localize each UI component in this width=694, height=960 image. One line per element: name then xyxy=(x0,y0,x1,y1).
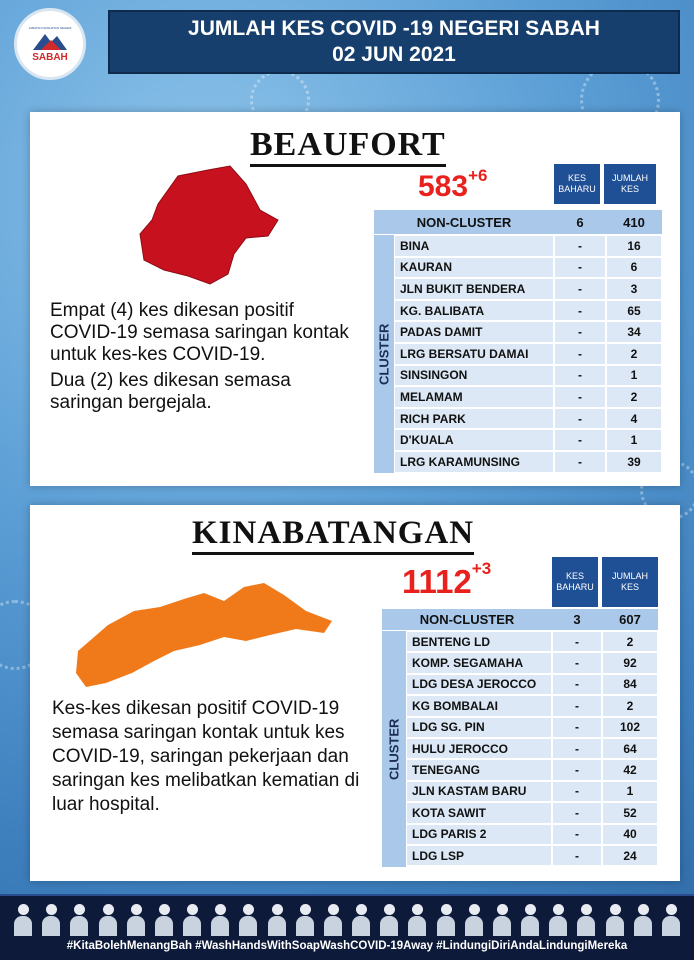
new-count: +3 xyxy=(471,559,492,578)
cluster-new: - xyxy=(554,300,606,322)
cluster-total: 6 xyxy=(606,257,662,279)
cluster-name: KOTA SAWIT xyxy=(406,802,552,823)
table-row xyxy=(406,717,658,738)
cluster-name: LDG DESA JEROCCO xyxy=(406,674,552,695)
title-bar xyxy=(108,10,680,74)
person-icon xyxy=(324,904,342,936)
person-icon xyxy=(127,904,145,936)
cluster-new: - xyxy=(554,343,606,365)
cluster-total: 84 xyxy=(602,674,658,695)
table-row xyxy=(406,824,658,845)
cluster-total: 39 xyxy=(606,451,662,473)
cluster-new: - xyxy=(554,257,606,279)
cluster-name: JLN BUKIT BENDERA xyxy=(394,278,554,300)
col-header-new: KES BAHARU xyxy=(554,164,600,204)
cluster-name: RICH PARK xyxy=(394,408,554,430)
non-cluster-new: 6 xyxy=(576,214,584,230)
cluster-new: - xyxy=(554,235,606,257)
description-line: Dua (2) kes dikesan semasa saringan bergejala. xyxy=(50,370,291,413)
cluster-total: 3 xyxy=(606,278,662,300)
kinabatangan-total xyxy=(402,559,492,601)
cluster-total: 64 xyxy=(602,738,658,759)
person-icon xyxy=(70,904,88,936)
table-row xyxy=(406,802,658,823)
cluster-new: - xyxy=(552,695,602,716)
cluster-new: - xyxy=(554,451,606,473)
cluster-name: HULU JEROCCO xyxy=(406,738,552,759)
cluster-total: 40 xyxy=(602,824,658,845)
cluster-new: - xyxy=(552,652,602,673)
description-line: Kes-kes dikesan positif COVID-19 semasa saringan kontak untuk kes COVID-19, saringan pekerjaan dan saringan kes melibatkan kematian di luar hospital. xyxy=(52,698,360,815)
total-count: 583 xyxy=(418,170,469,203)
non-cluster-row xyxy=(374,210,662,234)
table-row xyxy=(406,738,658,759)
description-line: Empat (4) kes dikesan positif COVID-19 semasa saringan kontak untuk kes-kes COVID-19. xyxy=(50,300,349,365)
footer-banner xyxy=(0,894,694,960)
logo-name: SABAH xyxy=(32,51,68,63)
cluster-name: LDG PARIS 2 xyxy=(406,824,552,845)
cluster-total: 1 xyxy=(606,429,662,451)
cluster-new: - xyxy=(552,738,602,759)
district-title: BEAUFORT xyxy=(250,126,446,167)
cluster-total: 16 xyxy=(606,235,662,257)
non-cluster-label: NON-CLUSTER xyxy=(416,214,512,230)
non-cluster-new: 3 xyxy=(573,612,581,627)
person-icon xyxy=(239,904,257,936)
cluster-new: - xyxy=(552,824,602,845)
cluster-total: 102 xyxy=(602,717,658,738)
cluster-name: MELAMAM xyxy=(394,386,554,408)
table-row xyxy=(406,652,658,673)
non-cluster-total: 607 xyxy=(619,612,641,627)
district-title: KINABATANGAN xyxy=(192,515,474,555)
page-title: JUMLAH KES COVID -19 NEGERI SABAH xyxy=(188,17,600,40)
cluster-total: 4 xyxy=(606,408,662,430)
person-icon xyxy=(437,904,455,936)
beaufort-total xyxy=(418,166,488,204)
table-row xyxy=(406,759,658,780)
cluster-name: LRG KARAMUNSING xyxy=(394,451,554,473)
cluster-new: - xyxy=(554,386,606,408)
col-header-total: JUMLAH KES xyxy=(602,557,658,607)
cluster-name: KG. BALIBATA xyxy=(394,300,554,322)
person-icon xyxy=(577,904,595,936)
logo-top-text: JABATAN KESIHATAN NEGERI xyxy=(28,25,72,30)
person-icon xyxy=(296,904,314,936)
cluster-name: TENEGANG xyxy=(406,759,552,780)
cluster-new: - xyxy=(552,717,602,738)
cluster-total: 1 xyxy=(606,365,662,387)
person-icon xyxy=(155,904,173,936)
table-row xyxy=(406,674,658,695)
table-row xyxy=(394,278,662,300)
page-date: 02 JUN 2021 xyxy=(332,43,456,66)
cluster-new: - xyxy=(554,408,606,430)
cluster-label: CLUSTER xyxy=(374,235,394,473)
col-header-total: JUMLAH KES xyxy=(604,164,656,204)
cluster-new: - xyxy=(552,674,602,695)
table-row xyxy=(394,257,662,279)
kinabatangan-description xyxy=(52,697,382,817)
person-icon xyxy=(549,904,567,936)
table-row xyxy=(394,343,662,365)
person-icon xyxy=(42,904,60,936)
cluster-total: 42 xyxy=(602,759,658,780)
beaufort-map-icon xyxy=(138,164,286,290)
cluster-total: 34 xyxy=(606,321,662,343)
person-icon xyxy=(606,904,624,936)
mountain-icon xyxy=(31,30,69,52)
cluster-total: 2 xyxy=(602,631,658,652)
table-row xyxy=(394,386,662,408)
cluster-new: - xyxy=(552,802,602,823)
cluster-total: 92 xyxy=(602,652,658,673)
cluster-name: LRG BERSATU DAMAI xyxy=(394,343,554,365)
cluster-name: KOMP. SEGAMAHA xyxy=(406,652,552,673)
cluster-name: D'KUALA xyxy=(394,429,554,451)
frontliner-figures xyxy=(14,904,680,936)
cluster-name: LDG LSP xyxy=(406,845,552,866)
cluster-total: 65 xyxy=(606,300,662,322)
table-row xyxy=(394,408,662,430)
cluster-new: - xyxy=(554,321,606,343)
cluster-new: - xyxy=(554,429,606,451)
person-icon xyxy=(211,904,229,936)
table-row xyxy=(394,429,662,451)
table-row xyxy=(406,781,658,802)
cluster-name: BENTENG LD xyxy=(406,631,552,652)
kinabatangan-panel xyxy=(30,505,680,881)
cluster-name: PADAS DAMIT xyxy=(394,321,554,343)
person-icon xyxy=(662,904,680,936)
beaufort-description xyxy=(50,300,350,414)
total-count: 1112 xyxy=(402,563,472,600)
person-icon xyxy=(183,904,201,936)
new-count: +6 xyxy=(468,166,488,185)
cluster-new: - xyxy=(554,278,606,300)
cluster-new: - xyxy=(552,759,602,780)
cluster-name: JLN KASTAM BARU xyxy=(406,781,552,802)
non-cluster-row xyxy=(382,609,658,630)
cluster-total: 2 xyxy=(602,695,658,716)
table-row xyxy=(406,845,658,866)
person-icon xyxy=(380,904,398,936)
non-cluster-total: 410 xyxy=(623,214,645,230)
cluster-new: - xyxy=(552,845,602,866)
cluster-name: LDG SG. PIN xyxy=(406,717,552,738)
cluster-name: BINA xyxy=(394,235,554,257)
person-icon xyxy=(493,904,511,936)
cluster-name: SINSINGON xyxy=(394,365,554,387)
table-row xyxy=(394,300,662,322)
person-icon xyxy=(408,904,426,936)
table-row xyxy=(394,451,662,473)
cluster-total: 1 xyxy=(602,781,658,802)
table-row xyxy=(394,365,662,387)
cluster-new: - xyxy=(552,781,602,802)
beaufort-panel xyxy=(30,112,680,486)
cluster-label: CLUSTER xyxy=(382,631,406,867)
hashtags: #KitaBolehMenangBah #WashHandsWithSoapWashCOVID-19Away #LindungiDiriAndaLindungiMereka xyxy=(66,940,628,952)
cluster-name: KG BOMBALAI xyxy=(406,695,552,716)
cluster-new: - xyxy=(552,631,602,652)
sabah-health-logo xyxy=(14,8,86,80)
cluster-total: 24 xyxy=(602,845,658,866)
table-row xyxy=(394,321,662,343)
person-icon xyxy=(268,904,286,936)
col-header-new: KES BAHARU xyxy=(552,557,598,607)
person-icon xyxy=(465,904,483,936)
table-row xyxy=(406,695,658,716)
person-icon xyxy=(521,904,539,936)
cluster-new: - xyxy=(554,365,606,387)
cluster-total: 52 xyxy=(602,802,658,823)
person-icon xyxy=(99,904,117,936)
table-row xyxy=(394,235,662,257)
cluster-total: 2 xyxy=(606,386,662,408)
cluster-total: 2 xyxy=(606,343,662,365)
person-icon xyxy=(634,904,652,936)
table-row xyxy=(406,631,658,652)
cluster-name: KAURAN xyxy=(394,257,554,279)
non-cluster-label: NON-CLUSTER xyxy=(419,612,515,627)
person-icon xyxy=(352,904,370,936)
kinabatangan-map-icon xyxy=(74,581,336,689)
person-icon xyxy=(14,904,32,936)
